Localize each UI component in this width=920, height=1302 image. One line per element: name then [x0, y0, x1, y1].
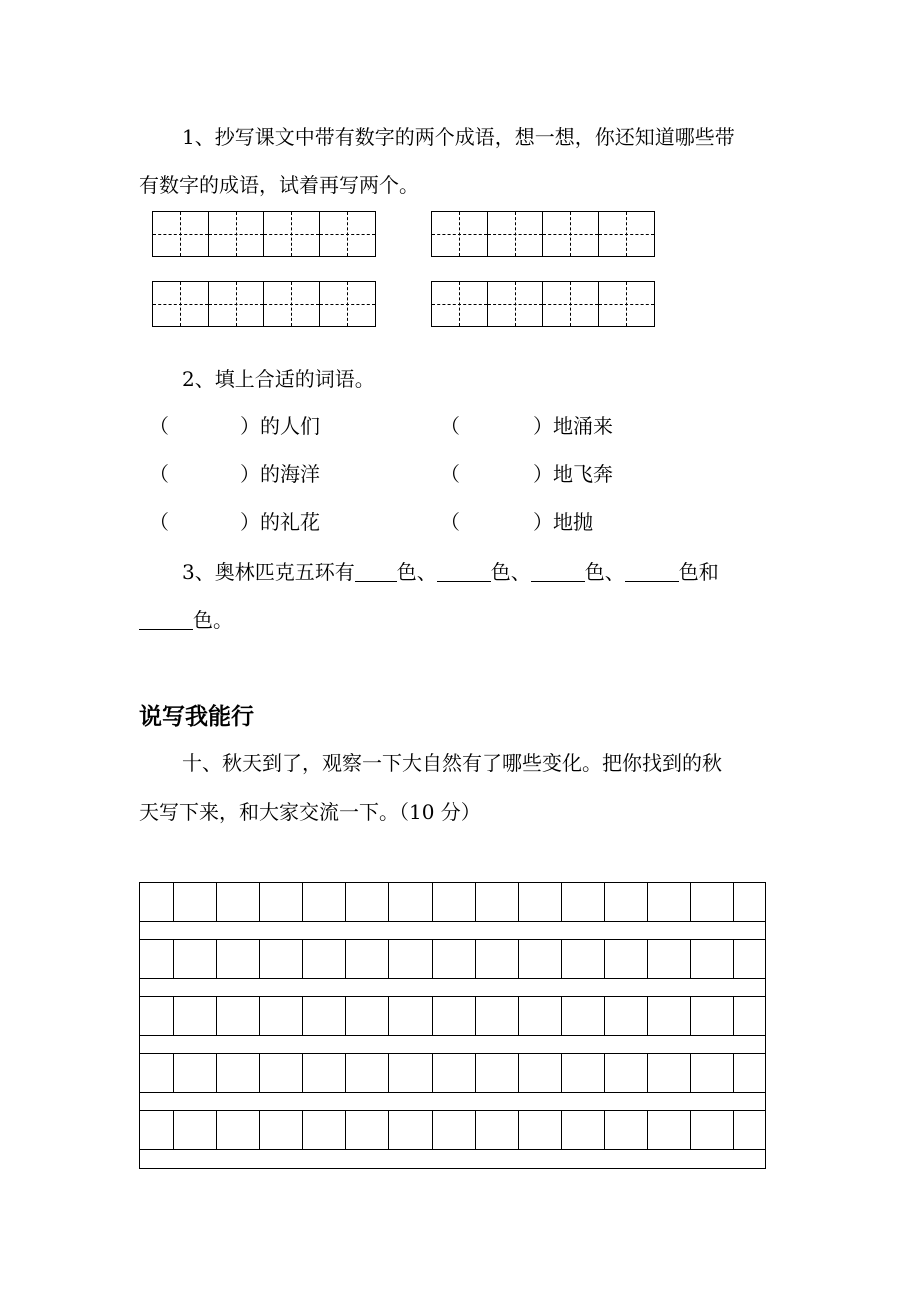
composition-cell[interactable]	[562, 883, 605, 921]
tianzige-cell[interactable]	[432, 282, 488, 326]
q1-line2: 有数字的成语，试着再写两个。	[139, 173, 419, 197]
composition-row	[140, 997, 765, 1036]
idiom-box-2[interactable]	[431, 211, 655, 257]
composition-row	[140, 1054, 765, 1093]
q2-item-3-right-close: ）地抛	[533, 510, 593, 534]
composition-cell[interactable]	[562, 997, 605, 1035]
composition-cell[interactable]	[217, 1054, 260, 1092]
composition-cell[interactable]	[260, 940, 303, 978]
composition-cell[interactable]	[691, 1054, 734, 1092]
composition-cell[interactable]	[648, 883, 691, 921]
composition-cell[interactable]	[605, 997, 648, 1035]
composition-cell[interactable]	[734, 883, 765, 921]
q2-item-1-left-open: （	[149, 414, 169, 438]
tianzige-cell[interactable]	[153, 282, 209, 326]
idiom-box-1[interactable]	[152, 211, 376, 257]
composition-cell[interactable]	[260, 1054, 303, 1092]
composition-cell[interactable]	[217, 940, 260, 978]
tianzige-cell[interactable]	[264, 212, 320, 256]
composition-cell[interactable]	[605, 1111, 648, 1149]
composition-cell[interactable]	[433, 997, 476, 1035]
composition-cell[interactable]	[433, 1054, 476, 1092]
composition-row-gap	[140, 922, 765, 940]
section-title: 说写我能行	[139, 704, 254, 730]
composition-cell[interactable]	[476, 1111, 519, 1149]
composition-row	[140, 940, 765, 979]
composition-cell[interactable]	[691, 940, 734, 978]
q3-sep-1: 色、	[396, 560, 437, 584]
q2-item-2-right-close: ）地飞奔	[533, 462, 613, 486]
tianzige-cell[interactable]	[432, 212, 488, 256]
composition-row-gap	[140, 1036, 765, 1054]
tianzige-cell[interactable]	[209, 282, 265, 326]
composition-cell[interactable]	[174, 883, 217, 921]
q3-sep-3: 色、	[584, 560, 625, 584]
composition-cell[interactable]	[346, 1111, 389, 1149]
composition-cell[interactable]	[433, 883, 476, 921]
composition-cell[interactable]	[217, 1111, 260, 1149]
idiom-box-3[interactable]	[152, 281, 376, 327]
q2-item-3-right-open: （	[440, 510, 460, 534]
tianzige-cell[interactable]	[599, 282, 655, 326]
composition-cell[interactable]	[217, 883, 260, 921]
tianzige-cell[interactable]	[153, 212, 209, 256]
q3-line1	[182, 560, 719, 584]
composition-cell[interactable]	[519, 883, 562, 921]
composition-cell[interactable]	[140, 997, 174, 1035]
tianzige-cell[interactable]	[488, 282, 544, 326]
composition-cell[interactable]	[476, 883, 519, 921]
composition-cell[interactable]	[605, 1054, 648, 1092]
composition-cell[interactable]	[174, 1054, 217, 1092]
composition-cell[interactable]	[648, 940, 691, 978]
composition-cell[interactable]	[140, 1111, 174, 1149]
idiom-box-4[interactable]	[431, 281, 655, 327]
q1-line1: 1、抄写课文中带有数字的两个成语，想一想，你还知道哪些带	[182, 125, 735, 149]
composition-cell[interactable]	[648, 997, 691, 1035]
q3-suffix: 色和	[678, 560, 719, 584]
composition-cell[interactable]	[346, 1054, 389, 1092]
q3-end: 色。	[193, 608, 233, 632]
q3-sep-2: 色、	[490, 560, 531, 584]
composition-cell[interactable]	[174, 1111, 217, 1149]
composition-cell[interactable]	[562, 1111, 605, 1149]
composition-cell[interactable]	[519, 1054, 562, 1092]
composition-cell[interactable]	[389, 883, 432, 921]
q3-blank-4[interactable]	[625, 561, 679, 582]
tianzige-cell[interactable]	[209, 212, 265, 256]
q10-line1: 十、秋天到了，观察一下大自然有了哪些变化。把你找到的秋	[182, 751, 722, 775]
composition-cell[interactable]	[389, 997, 432, 1035]
composition-cell[interactable]	[346, 997, 389, 1035]
composition-cell[interactable]	[217, 997, 260, 1035]
q3-blank-3[interactable]	[531, 561, 585, 582]
q2-item-1-left-close: ）的人们	[240, 414, 320, 438]
composition-cell[interactable]	[174, 997, 217, 1035]
q3-blank-5[interactable]	[139, 609, 193, 630]
q2-item-3-left-close: ）的礼花	[240, 510, 320, 534]
composition-row-gap	[140, 1150, 765, 1168]
tianzige-cell[interactable]	[543, 212, 599, 256]
composition-cell[interactable]	[476, 997, 519, 1035]
composition-cell[interactable]	[433, 1111, 476, 1149]
composition-cell[interactable]	[734, 940, 765, 978]
composition-cell[interactable]	[605, 883, 648, 921]
composition-cell[interactable]	[260, 883, 303, 921]
q2-item-2-left-open: （	[149, 462, 169, 486]
composition-cell[interactable]	[174, 940, 217, 978]
composition-cell[interactable]	[303, 997, 346, 1035]
composition-cell[interactable]	[260, 1111, 303, 1149]
composition-cell[interactable]	[691, 1111, 734, 1149]
composition-row	[140, 883, 765, 922]
composition-cell[interactable]	[260, 997, 303, 1035]
composition-cell[interactable]	[476, 940, 519, 978]
composition-cell[interactable]	[140, 883, 174, 921]
composition-cell[interactable]	[734, 1111, 765, 1149]
composition-cell[interactable]	[303, 1054, 346, 1092]
q2-item-1-right-open: （	[440, 414, 460, 438]
q2-item-3-left-open: （	[149, 510, 169, 534]
q3-prefix: 3、奥林匹克五环有	[182, 560, 355, 584]
composition-cell[interactable]	[605, 940, 648, 978]
q2-item-2-left-close: ）的海洋	[240, 462, 320, 486]
q2-item-2-right-open: （	[440, 462, 460, 486]
composition-row-gap	[140, 1093, 765, 1111]
composition-cell[interactable]	[734, 1054, 765, 1092]
composition-grid[interactable]	[139, 882, 766, 1169]
tianzige-cell[interactable]	[488, 212, 544, 256]
tianzige-cell[interactable]	[543, 282, 599, 326]
tianzige-cell[interactable]	[599, 212, 655, 256]
composition-cell[interactable]	[519, 997, 562, 1035]
tianzige-cell[interactable]	[320, 282, 376, 326]
composition-cell[interactable]	[140, 940, 174, 978]
composition-cell[interactable]	[648, 1111, 691, 1149]
composition-cell[interactable]	[346, 883, 389, 921]
composition-row-gap	[140, 979, 765, 997]
tianzige-cell[interactable]	[320, 212, 376, 256]
composition-cell[interactable]	[691, 997, 734, 1035]
composition-cell[interactable]	[303, 940, 346, 978]
composition-cell[interactable]	[562, 940, 605, 978]
composition-cell[interactable]	[648, 1054, 691, 1092]
composition-cell[interactable]	[389, 940, 432, 978]
q10-line2: 天写下来，和大家交流一下。（10 分）	[139, 800, 481, 824]
composition-cell[interactable]	[303, 1111, 346, 1149]
composition-cell[interactable]	[519, 1111, 562, 1149]
q3-blank-1[interactable]	[355, 561, 397, 582]
composition-cell[interactable]	[734, 997, 765, 1035]
composition-cell[interactable]	[140, 1054, 174, 1092]
composition-cell[interactable]	[476, 1054, 519, 1092]
q2-item-1-right-close: ）地涌来	[533, 414, 613, 438]
composition-cell[interactable]	[562, 1054, 605, 1092]
composition-cell[interactable]	[346, 940, 389, 978]
composition-row	[140, 1111, 765, 1150]
composition-cell[interactable]	[691, 883, 734, 921]
composition-cell[interactable]	[433, 940, 476, 978]
q3-line2	[139, 608, 233, 632]
composition-cell[interactable]	[303, 883, 346, 921]
q2-title: 2、填上合适的词语。	[182, 367, 375, 391]
tianzige-cell[interactable]	[264, 282, 320, 326]
composition-cell[interactable]	[389, 1111, 432, 1149]
q3-blank-2[interactable]	[437, 561, 491, 582]
composition-cell[interactable]	[389, 1054, 432, 1092]
composition-cell[interactable]	[519, 940, 562, 978]
